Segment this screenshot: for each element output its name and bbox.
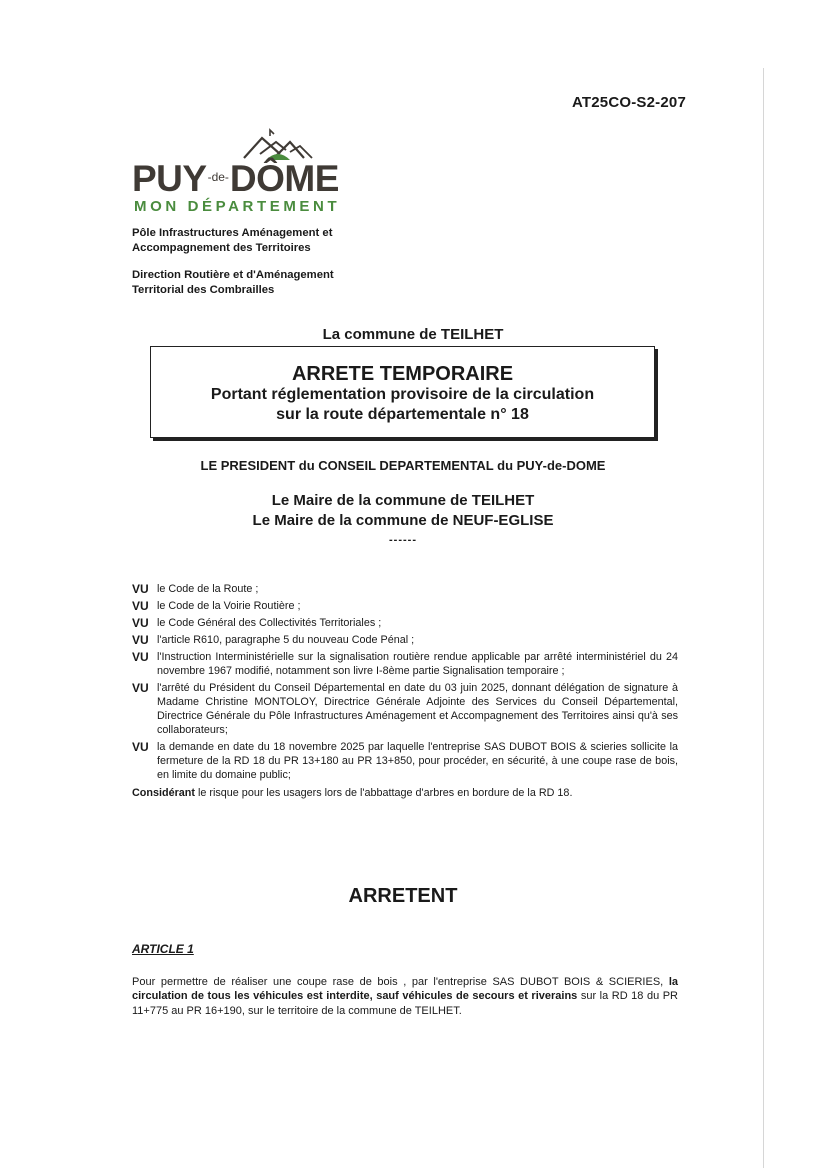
logo-subtitle: MON DÉPARTEMENT [134,198,341,215]
vu-item [132,599,678,613]
vu-keyword: VU [132,599,149,613]
pole-line-1: Pôle Infrastructures Aménagement et [132,227,333,239]
vu-text: le Code de la Route ; [157,583,259,595]
direction-block [132,268,334,298]
vu-text: l'article R610, paragraphe 5 du nouveau Code Pénal ; [157,634,415,646]
vu-keyword: VU [132,681,149,695]
article-1-heading: ARTICLE 1 [132,942,194,956]
maire-line-1: Le Maire de la commune de TEILHET [271,492,535,509]
logo-title-left: PUY [132,158,207,199]
vu-item [132,582,678,596]
separator: ------ [389,534,417,546]
vu-text: le Code Général des Collectivités Territoriales ; [157,617,382,629]
vu-keyword: VU [132,740,149,754]
vu-text: le Code de la Voirie Routière ; [157,600,301,612]
scan-edge-line [763,68,764,1168]
vu-text: l'Instruction Interministérielle sur la signalisation routière rendue applicable par arrêté interministériel du 24 novembre 1967 modifié, notamment son livre I-8ème partie Signalisation temporaire ; [157,651,678,677]
title-box [150,346,655,438]
vu-item [132,740,678,782]
article-1-rest: sur la RD 18 du PR 11+775 au PR 16+190, sur le territoire de la commune de TEILHET. [132,990,679,1017]
vu-keyword: VU [132,650,149,664]
title-line-2: sur la route départementale n° 18 [276,406,529,423]
commune-heading: La commune de TEILHET [322,326,504,343]
article-1-bold: la circulation de tous les véhicules est interdite, sauf véhicules de secours et riverains [132,976,678,1003]
logo-title [132,160,339,197]
pole-line-2: Accompagnement des Territoires [132,242,311,254]
title-line-1: Portant réglementation provisoire de la circulation [210,386,595,403]
vu-text: l'arrêté du Président du Conseil Départemental en date du 03 juin 2025, donnant délégation de signature à Madame Christine MONTOLOY, Directrice Générale Adjointe des Services du Conseil Départemental, Directrice Générale du Pôle Infrastructures Aménagement et Accompagnement des Territoires ainsi qu'à ses collaborateurs; [157,682,678,736]
considering-text: le risque pour les usagers lors de l'abbattage d'arbres en bordure de la RD 18. [195,787,573,799]
vu-list [132,582,678,800]
maire-line-2: Le Maire de la commune de NEUF-EGLISE [252,512,554,529]
article-1-body [132,975,678,1018]
logo-title-right: DÔME [229,158,339,199]
vu-keyword: VU [132,582,149,596]
vu-item [132,681,678,737]
article-1-intro: Pour permettre de réaliser une coupe rase de bois , par l'entreprise SAS DUBOT BOIS & SCIERIES, [132,976,669,988]
logo-title-de: -de- [207,170,229,185]
arrete-title: ARRETE TEMPORAIRE [291,363,514,385]
considering-keyword: Considérant [132,787,195,799]
direction-line-1: Direction Routière et d'Aménagement [132,269,334,281]
vu-keyword: VU [132,616,149,630]
vu-keyword: VU [132,633,149,647]
vu-item [132,633,678,647]
president-line: LE PRESIDENT du CONSEIL DEPARTEMENTAL du PUY-de-DOME [200,458,606,473]
vu-item [132,616,678,630]
document-reference: AT25CO-S2-207 [571,94,686,111]
vu-text: la demande en date du 18 novembre 2025 par laquelle l'entreprise SAS DUBOT BOIS & scieries sollicite la fermeture de la RD 18 du PR 13+180 au PR 13+850, pour procéder, en sécurité, à une coupe rase de bois, en limite du domaine public; [157,741,678,781]
department-logo [132,128,352,220]
vu-item [132,650,678,678]
considering-line [132,786,678,800]
direction-line-2: Territorial des Combrailles [132,284,275,296]
pole-block [132,226,332,256]
arretent-heading: ARRETENT [348,885,458,907]
